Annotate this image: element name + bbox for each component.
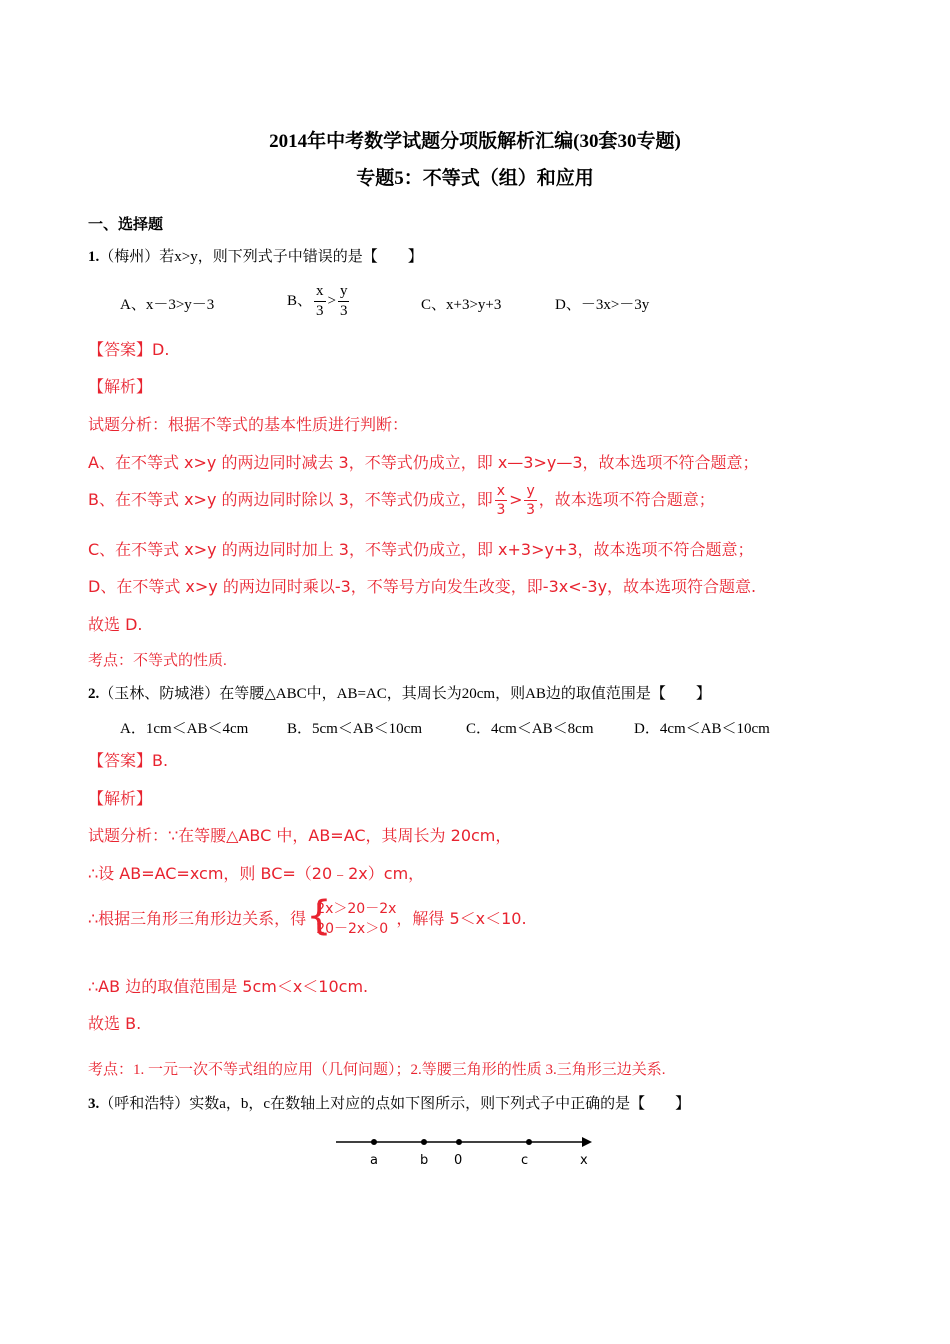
label-c: c [521, 1153, 529, 1168]
q1-option-d: D、－3x>－3y [555, 297, 650, 313]
q1-analysis-b-pre: B、在不等式 x>y 的两边同时除以 3，不等式仍成立，即 [88, 490, 493, 509]
q1-analysis-line: 故选 D. [88, 615, 143, 634]
q1-analysis-b-gt: > [509, 490, 523, 509]
q2-stem: （玉林、防城港）在等腰△ABC中，AB=AC，其周长为20cm，则AB边的取值范围是【 】 [99, 686, 711, 702]
point-c [526, 1139, 532, 1145]
point-zero [456, 1139, 462, 1145]
number-line-axis [334, 1132, 596, 1152]
q1-analysis-line: D、在不等式 x>y 的两边同时乘以-3，不等号方向发生改变，即-3x<-3y，故本选项符合题意. [88, 577, 757, 596]
q1-option-b [287, 284, 351, 319]
q2-analysis-system-post: ，解得 5＜x＜10. [396, 909, 527, 929]
q2-stem-line [88, 682, 711, 703]
q1-analysis-label: 【解析】 [88, 377, 153, 396]
q1-analysis-line: A、在不等式 x>y 的两边同时减去 3，不等式仍成立，即 x—3>y—3，故本选项不符合题意； [88, 453, 759, 472]
document-subtitle: 专题5：不等式（组）和应用 [356, 168, 594, 189]
q1-answer: 【答案】D. [88, 340, 170, 359]
q2-option-d: D．4cm＜AB＜10cm [634, 721, 770, 737]
inequality-system [306, 893, 397, 939]
q1-option-b-frac-y: $\frac{y}{3}$ [339, 283, 348, 319]
q2-analysis-line: 故选 B. [88, 1014, 142, 1033]
q2-analysis-label: 【解析】 [88, 789, 153, 808]
q2-kaodian: 考点：1. 一元一次不等式组的应用（几何问题）；2.等腰三角形的性质 3.三角形三边关系. [88, 1062, 666, 1078]
q1-option-c: C、x+3>y+3 [421, 297, 502, 313]
inequality-1: 2x＞20－2x [316, 901, 397, 917]
q1-analysis-line: C、在不等式 x>y 的两边同时加上 3，不等式仍成立，即 x+3>y+3，故本选项不符合题意； [88, 540, 754, 559]
q1-option-b-prefix: B、 [287, 292, 313, 309]
number-line [334, 1132, 596, 1172]
q1-option-a: A、x－3>y－3 [120, 297, 215, 313]
point-a [371, 1139, 377, 1145]
q1-stem-line [88, 245, 423, 266]
q1-analysis-b-frac-x: $\frac{x}{3}$ [496, 483, 506, 518]
q2-answer: 【答案】B. [88, 751, 169, 770]
q2-analysis-line: ∴AB 边的取值范围是 5cm＜x＜10cm. [88, 977, 369, 996]
q1-option-b-frac-x: $\frac{x}{3}$ [316, 283, 324, 319]
label-x: x [580, 1153, 588, 1168]
q2-option-c: C．4cm＜AB＜8cm [466, 721, 594, 737]
q1-kaodian: 考点：不等式的性质. [88, 653, 227, 669]
section-heading: 一、选择题 [88, 217, 164, 233]
q2-analysis-line-system [88, 893, 527, 939]
q1-stem: （梅州）若x>y，则下列式子中错误的是【 】 [99, 249, 423, 265]
q2-option-a: A．1cm＜AB＜4cm [120, 721, 249, 737]
label-a: a [370, 1153, 378, 1168]
left-brace-icon: { [306, 893, 332, 939]
point-b [421, 1139, 427, 1145]
q2-analysis-system-pre: ∴根据三角形三角形边关系，得 [88, 909, 307, 929]
q2-analysis-line: 试题分析：∵在等腰△ABC 中，AB=AC，其周长为 20cm， [88, 826, 512, 845]
q3-stem-line [88, 1092, 690, 1113]
inequality-2: 20－2x＞0 [316, 920, 389, 937]
label-b: b [420, 1153, 429, 1168]
q2-number: 2. [88, 686, 100, 702]
q1-analysis-b-post: ，故本选项不符合题意； [538, 490, 715, 509]
q3-number: 3. [88, 1096, 100, 1112]
q3-stem: （呼和浩特）实数a，b，c在数轴上对应的点如下图所示，则下列式子中正确的是【 】 [99, 1096, 691, 1112]
q1-analysis-line-b [88, 484, 715, 517]
q1-option-b-gt: > [327, 292, 336, 309]
arrow-right-icon [582, 1137, 592, 1147]
q2-option-b: B．5cm＜AB＜10cm [287, 721, 422, 737]
q1-analysis-line: 试题分析：根据不等式的基本性质进行判断： [88, 415, 409, 434]
label-zero: 0 [454, 1153, 463, 1168]
q1-analysis-b-frac-y: $\frac{y}{3}$ [526, 483, 536, 518]
q1-number: 1. [88, 249, 100, 265]
q2-analysis-line: ∴设 AB=AC=xcm，则 BC=（20﹣2x）cm， [88, 864, 425, 883]
document-title: 2014年中考数学试题分项版解析汇编(30套30专题) [269, 131, 681, 152]
